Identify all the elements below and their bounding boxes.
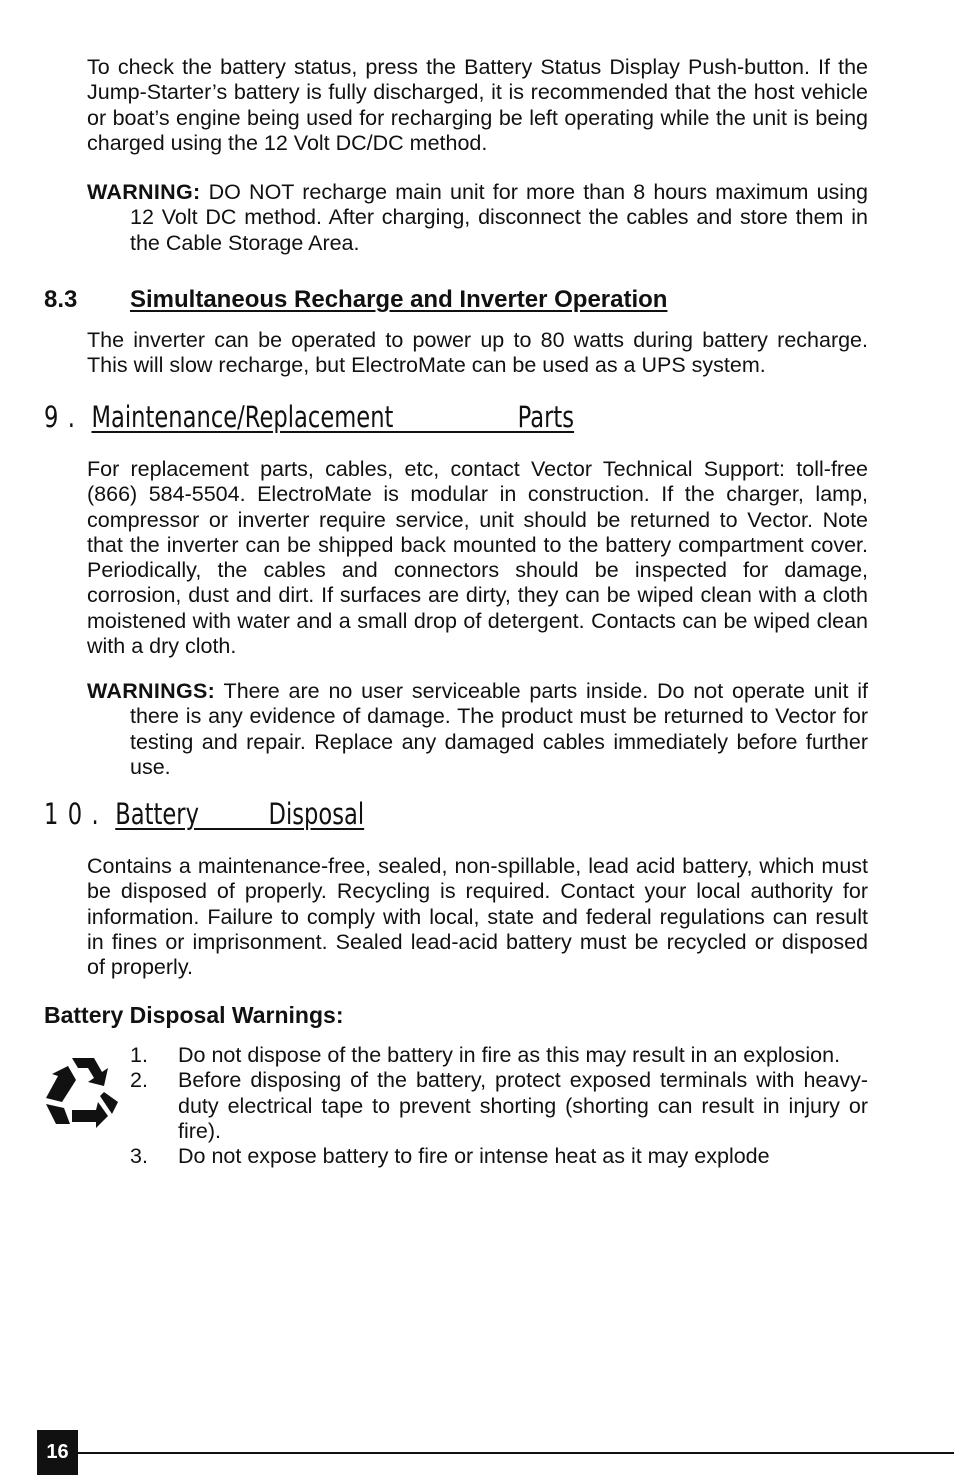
section-9-paragraph: For replacement parts, cables, etc, contact Vector Technical Support: toll-free (866) 584-5504. ElectroMate is modular in construction. If the charger, lamp, compressor or inverter require service, unit should be returned to Vector. Note that the inverter can be shipped back mounted to the battery compartment cover. Periodically, the cables and connectors should be inspected for damage, corrosion, dust and dirt. If surfaces are dirty, they can be wiped clean with a cloth moistened with water and a small drop of detergent. Contacts can be wiped clean with a dry cloth. — [87, 457, 868, 659]
recycle-icon — [42, 1052, 122, 1132]
list-item — [130, 1144, 868, 1169]
item-text: Do not expose battery to fire or intense heat as it may explode — [178, 1144, 770, 1169]
section-number: 8.3 — [44, 286, 78, 313]
recharge-warning — [87, 180, 868, 256]
section-8-3-paragraph: The inverter can be operated to power up to 80 watts during battery recharge. This will slow recharge, but ElectroMate can be used as a UPS system. — [87, 328, 868, 378]
list-item — [130, 1068, 868, 1144]
section-number: 10. — [44, 797, 109, 831]
item-text: Before disposing of the battery, protect exposed terminals with heavy-duty electrical tape to prevent shorting (shorting can result in injury or fire). — [178, 1068, 868, 1143]
warning-label: WARNING: — [87, 180, 201, 204]
footer-divider — [78, 1452, 954, 1454]
section-10-paragraph: Contains a maintenance-free, sealed, non-spillable, lead acid battery, which must be disposed of properly. Recycling is required. Contact your local authority for information. Failure to comply with local, state and federal regulations can result in fines or imprisonment. Sealed lead-acid battery must be recycled or disposed of properly. — [87, 854, 868, 980]
section-8-3-heading — [44, 286, 667, 314]
section-title: Simultaneous Recharge and Inverter Operation — [130, 286, 668, 313]
section-title: Maintenance/Replacement Parts — [91, 400, 575, 434]
service-warning — [87, 679, 868, 780]
warning-label: WARNINGS: — [87, 679, 216, 703]
item-number: 3. — [130, 1144, 148, 1169]
intro-paragraph: To check the battery status, press the Battery Status Display Push-button. If the Jump-Starter’s battery is fully discharged, it is recommended that the host vehicle or boat’s engine being used for recharging be left operating while the unit is being charged using the 12 Volt DC/DC method. — [87, 55, 868, 155]
page-number: 16 — [37, 1430, 78, 1475]
section-number: 9. — [44, 400, 85, 434]
item-text: Do not dispose of the battery in fire as this may result in an explosion. — [178, 1043, 841, 1067]
item-number: 1. — [130, 1043, 148, 1067]
disposal-warnings-list — [130, 1043, 868, 1169]
section-title: Battery Disposal — [115, 797, 365, 831]
section-10-heading — [44, 797, 364, 831]
warning-text: There are no user serviceable parts inside. Do not operate unit if there is any evidence of damage. The product must be returned to Vector for testing and repair. Replace any damaged cables immediately before further use. — [130, 679, 868, 779]
item-number: 2. — [130, 1068, 148, 1093]
warning-text: DO NOT recharge main unit for more than 8 hours maximum using 12 Volt DC method. After charging, disconnect the cables and store them in the Cable Storage Area. — [130, 180, 868, 255]
section-9-heading — [44, 400, 574, 434]
list-item — [130, 1043, 868, 1068]
disposal-warnings-heading: Battery Disposal Warnings: — [44, 1002, 344, 1028]
